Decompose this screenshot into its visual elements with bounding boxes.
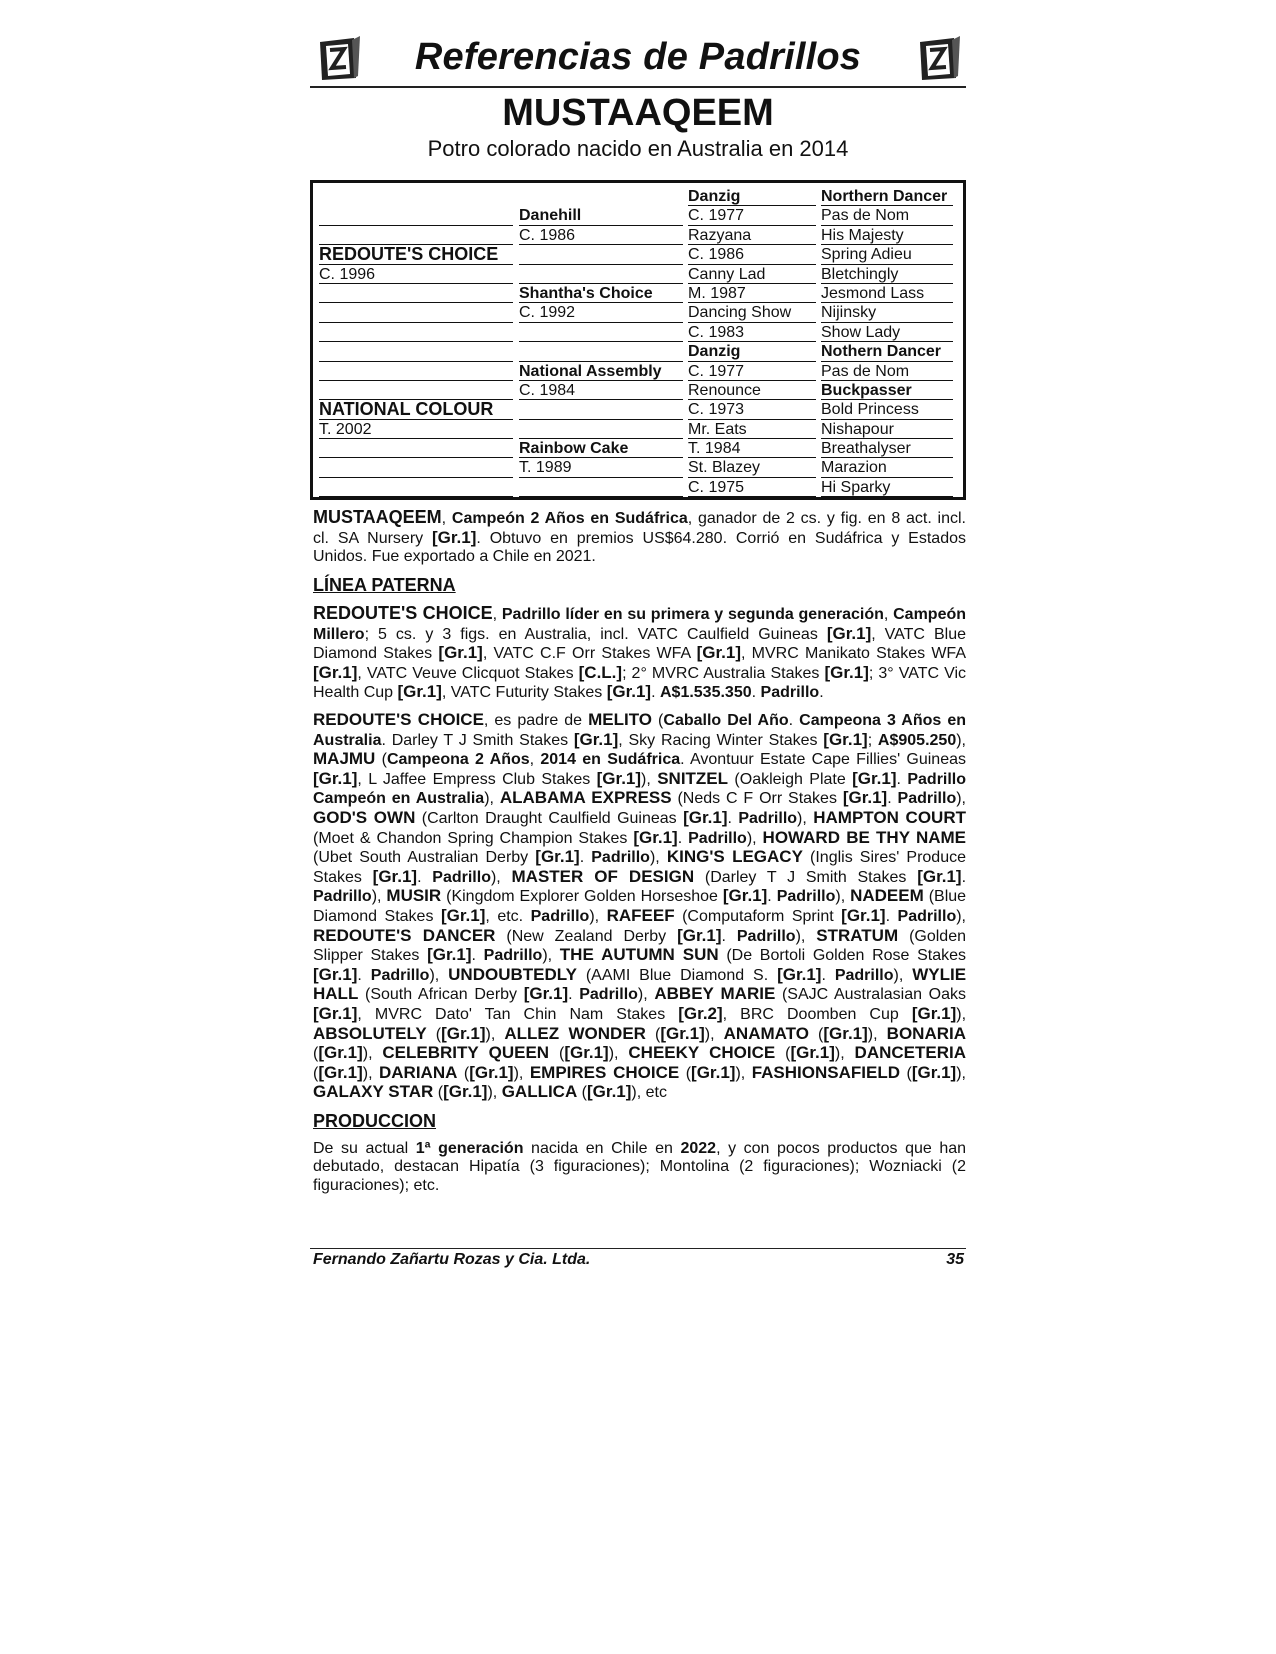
pedigree-row	[319, 362, 957, 381]
produccion-paragraph	[313, 1140, 966, 1196]
pedigree-cell: T. 2002	[319, 420, 513, 439]
grade-badge: [Gr.1]	[696, 643, 741, 663]
section-produccion: PRODUCCION	[313, 1110, 437, 1131]
pedigree-cell	[519, 478, 683, 497]
pedigree-cell: C. 1973	[688, 400, 816, 419]
year-label: 2022	[680, 1139, 717, 1157]
pedigree-cell	[519, 245, 683, 264]
grade-badge: [Gr.1]	[824, 662, 869, 682]
pedigree-cell: Pas de Nom	[821, 362, 953, 381]
text: ; 5 cs. y 3 figs. en Australia, incl. VATC Caulfield Guineas	[364, 625, 827, 643]
pedigree-row	[319, 284, 957, 303]
pedigree-cell: His Majesty	[821, 226, 953, 245]
pedigree-cell: REDOUTE'S CHOICE	[319, 245, 513, 264]
pedigree-cell	[319, 458, 513, 477]
pedigree-cell: T. 1989	[519, 458, 683, 477]
pedigree-cell: C. 1984	[519, 381, 683, 400]
intro-paragraph: MUSTAAQEEM, Campeón 2 Años en Sudáfrica, ganador de 2 cs. y fig. en 8 act. incl. cl. SA Nursery [Gr.1]. Obtuvo en premios US$64.280. Corrió en Sudáfrica y Estados Unidos. Fue exportado a Chile en 2021.	[313, 507, 966, 566]
progeny-text: REDOUTE'S CHOICE, es padre de MELITO (Caballo Del Año. Campeona 3 Años en Australia. Darley T J Smith Stakes [Gr.1], Sky Racing Winter Stakes [Gr.1]; A$905.250), MAJMU (Campeona 2 Años, 2014 en Sudáfrica. Avontuur Estate Cape Fillies' Guineas [Gr.1], L Jaffee Empress Club Stakes [Gr.1]), SNITZEL (Oakleigh Plate [Gr.1]. Padrillo Campeón en Australia), ALABAMA EXPRESS (Neds C F Orr Stakes [Gr.1]. Padrillo), GOD'S OWN (Carlton Draught Caulfield Guineas [Gr.1]. Padrillo), HAMPTON COURT (Moet & Chandon Spring Champion Stakes [Gr.1]. Padrillo), HOWARD BE THY NAME (Ubet South Australian Derby [Gr.1]. Padrillo), KING'S LEGACY (Inglis Sires' Produce Stakes [Gr.1]. Padrillo), MASTER OF DESIGN (Darley T J Smith Stakes [Gr.1]. Padrillo), MUSIR (Kingdom Explorer Golden Horseshoe [Gr.1]. Padrillo), NADEEM (Blue Diamond Stakes [Gr.1], etc. Padrillo), RAFEEF (Computaform Sprint [Gr.1]. Padrillo), REDOUTE'S DANCER (New Zealand Derby [Gr.1]. Padrillo), STRATUM (Golden Slipper Stakes [Gr.1]. Padrillo), THE AUTUMN SUN (De Bortoli Golden Rose Stakes [Gr.1]. Padrillo), UNDOUBTEDLY (AAMI Blue Diamond S. [Gr.1]. Padrillo), WYLIE HALL (South African Derby [Gr.1]. Padrillo), ABBEY MARIE (SAJC Australasian Oaks [Gr.1], MVRC Dato' Tan Chin Nam Stakes [Gr.2], BRC Doomben Cup [Gr.1]), ABSOLUTELY ([Gr.1]), ALLEZ WONDER ([Gr.1]), ANAMATO ([Gr.1]), BONARIA ([Gr.1]), CELEBRITY QUEEN ([Gr.1]), CHEEKY CHOICE ([Gr.1]), DANCETERIA ([Gr.1]), DARIANA ([Gr.1]), EMPIRES CHOICE ([Gr.1]), FASHIONSAFIELD ([Gr.1]), GALAXY STAR ([Gr.1]), GALLICA ([Gr.1]), etc	[313, 710, 967, 1102]
pedigree-cell	[519, 400, 683, 419]
pedigree-cell: Pas de Nom	[821, 206, 953, 225]
pedigree-cell: St. Blazey	[688, 458, 816, 477]
pedigree-cell: Nijinsky	[821, 303, 953, 322]
pedigree-cell: Marazion	[821, 458, 953, 477]
page	[310, 30, 966, 1204]
pedigree-cell: C. 1986	[519, 226, 683, 245]
pedigree-cell	[319, 342, 513, 361]
pedigree-row	[319, 206, 957, 225]
pedigree-table	[310, 180, 966, 500]
pedigree-cell: C. 1977	[688, 206, 816, 225]
pedigree-cell: Canny Lad	[688, 265, 816, 284]
pedigree-cell: Show Lady	[821, 323, 953, 342]
intro-title: Campeón 2 Años en Sudáfrica	[451, 510, 688, 528]
pedigree-cell: Mr. Eats	[688, 420, 816, 439]
section-linea-paterna: LÍNEA PATERNA	[313, 575, 456, 596]
pedigree-cell: C. 1996	[319, 265, 513, 284]
pedigree-cell: Nishapour	[821, 420, 953, 439]
pedigree-cell: Danzig	[688, 342, 816, 361]
pedigree-row	[319, 439, 957, 458]
pedigree-cell	[519, 342, 683, 361]
pedigree-cell: Renounce	[688, 381, 816, 400]
progeny-paragraph	[313, 711, 966, 1103]
earnings: A$1.535.350	[659, 684, 752, 702]
text: .	[651, 684, 660, 702]
sire-title: Campeón Millero	[313, 606, 967, 643]
pedigree-cell	[319, 187, 513, 206]
intro-text: . Obtuvo en premios US$64.280. Corrió en Sudáfrica y Estados Unidos. Fue exportado a Chile en 2021.	[313, 529, 966, 566]
horse-name-inline: MUSTAAQEEM	[313, 507, 442, 528]
pedigree-row	[319, 400, 957, 419]
grade-badge: [Gr.1]	[606, 682, 652, 702]
header-title: Referencias de Padrillos	[414, 36, 862, 78]
padrillo-label: Padrillo	[760, 684, 820, 702]
generation-label: 1ª generación	[415, 1139, 524, 1157]
pedigree-cell: Breathalyser	[821, 439, 953, 458]
pedigree-cell	[319, 362, 513, 381]
grade-badge: [Gr.1]	[432, 527, 477, 547]
pedigree-cell: Shantha's Choice	[519, 284, 683, 303]
pedigree-cell: C. 1983	[688, 323, 816, 342]
pedigree-cell: Dancing Show	[688, 303, 816, 322]
text: nacida en Chile en	[523, 1139, 681, 1157]
pedigree-row	[319, 323, 957, 342]
text: , VATC Futurity Stakes	[441, 684, 607, 702]
pedigree-row	[319, 478, 957, 497]
pedigree-row	[319, 265, 957, 284]
pedigree-cell: Bletchingly	[821, 265, 953, 284]
pedigree-row	[319, 381, 957, 400]
sire-record-paragraph: REDOUTE'S CHOICE, Padrillo líder en su primera y segunda generación, Campeón Millero; 5 cs. y 3 figs. en Australia, incl. VATC Caulfield Guineas [Gr.1], VATC Blue Diamond Stakes [Gr.1], VATC C.F Orr Stakes WFA [Gr.1], MVRC Manikato Stakes WFA [Gr.1], VATC Veuve Clicquot Stakes [C.L.]; 2° MVRC Australia Stakes [Gr.1]; 3° VATC Vic Health Cup [Gr.1], VATC Futurity Stakes [Gr.1]. A$1.535.350. Padrillo.	[313, 603, 967, 702]
horse-subtitle: Potro colorado nacido en Australia en 2014	[427, 136, 849, 161]
sire-title: Padrillo líder en su primera y segunda generación	[501, 606, 884, 624]
page-footer	[310, 1248, 966, 1269]
text: ; 3° VATC Vic Health Cup	[313, 664, 967, 702]
pedigree-cell: Danzig	[688, 187, 816, 206]
pedigree-cell: C. 1975	[688, 478, 816, 497]
text: .	[751, 684, 761, 702]
page-header	[310, 30, 966, 88]
pedigree-cell	[519, 187, 683, 206]
brand-logo-icon	[314, 34, 362, 82]
pedigree-row	[319, 303, 957, 322]
pedigree-row	[319, 420, 957, 439]
pedigree-cell: Nothern Dancer	[821, 342, 953, 361]
horse-name: MUSTAAQEEM	[502, 92, 774, 134]
pedigree-cell: T. 1984	[688, 439, 816, 458]
text: , VATC Blue Diamond Stakes	[313, 625, 967, 663]
pedigree-cell	[319, 323, 513, 342]
pedigree-row	[319, 245, 957, 264]
grade-badge: [Gr.1]	[397, 682, 442, 702]
pedigree-cell: M. 1987	[688, 284, 816, 303]
pedigree-cell: Hi Sparky	[821, 478, 953, 497]
pedigree-cell: C. 1986	[688, 245, 816, 264]
pedigree-cell: Buckpasser	[821, 381, 953, 400]
pedigree-row	[319, 187, 957, 206]
text: , VATC Veuve Clicquot Stakes	[357, 664, 579, 682]
text: , y con pocos productos que han debutado, destacan Hipatía (3 figuraciones); Montolina (2 figuraciones); Wozniacki (2 figuraciones); etc.	[313, 1139, 967, 1195]
pedigree-cell: Razyana	[688, 226, 816, 245]
sire-name: REDOUTE'S CHOICE	[313, 603, 493, 624]
footer-company: Fernando Zañartu Rozas y Cia. Ltda.	[313, 1251, 591, 1268]
pedigree-cell: Northern Dancer	[821, 187, 953, 206]
page-number: 35	[946, 1251, 964, 1268]
grade-badge: [C.L.]	[578, 662, 623, 682]
grade-badge: [Gr.1]	[438, 643, 483, 663]
brand-logo-icon	[914, 34, 962, 82]
pedigree-cell	[319, 284, 513, 303]
pedigree-cell: Rainbow Cake	[519, 439, 683, 458]
text: , VATC C.F Orr Stakes WFA	[482, 645, 697, 663]
pedigree-cell	[519, 323, 683, 342]
pedigree-cell: National Assembly	[519, 362, 683, 381]
text: ; 2° MVRC Australia Stakes	[622, 664, 825, 682]
pedigree-cell	[519, 420, 683, 439]
pedigree-cell	[319, 206, 513, 225]
pedigree-cell	[319, 303, 513, 322]
pedigree-cell	[319, 381, 513, 400]
intro-text: , ganador de 2 cs. y fig. en 8 act. incl. cl. SA Nursery	[313, 510, 966, 547]
text: , MVRC Manikato Stakes WFA	[740, 645, 966, 663]
text: .	[819, 684, 824, 702]
pedigree-cell	[319, 226, 513, 245]
pedigree-row	[319, 226, 957, 245]
pedigree-cell: C. 1992	[519, 303, 683, 322]
text: De su actual	[313, 1139, 416, 1157]
pedigree-cell: Jesmond Lass	[821, 284, 953, 303]
pedigree-cell: C. 1977	[688, 362, 816, 381]
grade-badge: [Gr.1]	[313, 662, 358, 682]
grade-badge: [Gr.1]	[826, 623, 872, 643]
pedigree-row	[319, 342, 957, 361]
pedigree-cell: Spring Adieu	[821, 245, 953, 264]
pedigree-cell: Danehill	[519, 206, 683, 225]
pedigree-cell: NATIONAL COLOUR	[319, 400, 513, 419]
pedigree-row	[319, 458, 957, 477]
pedigree-cell: Bold Princess	[821, 400, 953, 419]
pedigree-cell	[319, 478, 513, 497]
pedigree-cell	[519, 265, 683, 284]
pedigree-cell	[319, 439, 513, 458]
